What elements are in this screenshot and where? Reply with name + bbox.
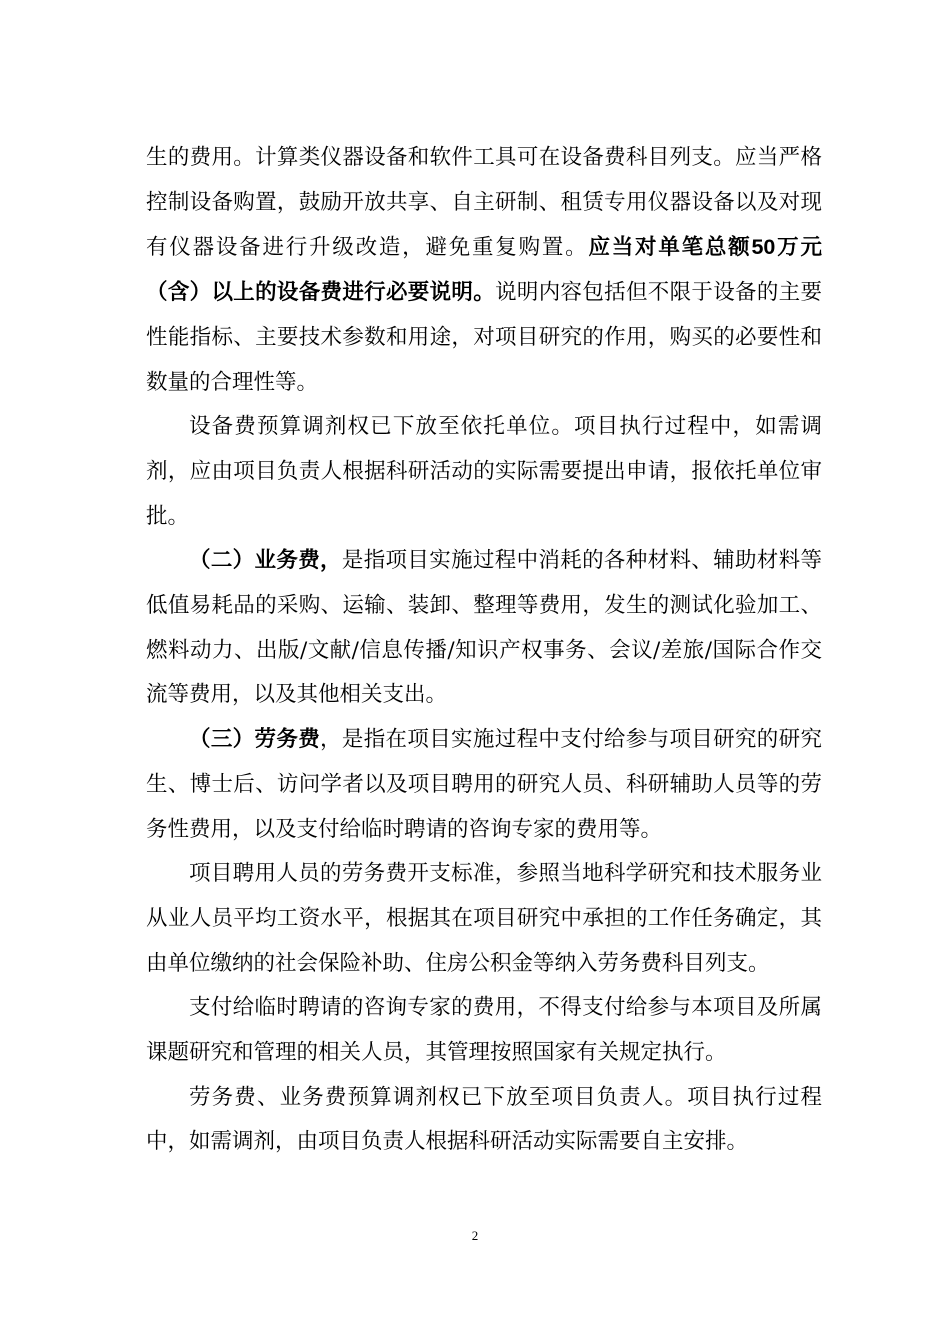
paragraph-labor-fee [146, 718, 822, 852]
section-heading-business-fee: （二）业务费， [189, 548, 342, 574]
bold-number: 50 [751, 235, 776, 260]
paragraph-equipment-adjustment: 设备费预算调剂权已下放至依托单位。项目执行过程中，如需调剂，应由项目负责人根据科研活动的实际需要提出申请，报依托单位审批。 [146, 414, 822, 529]
paragraph-equipment-fee [146, 136, 822, 405]
paragraph-budget-adjustment: 劳务费、业务费预算调剂权已下放至项目负责人。项目执行过程中，如需调剂，由项目负责人根据科研活动实际需要自主安排。 [146, 1084, 822, 1155]
paragraph-business-fee [146, 539, 822, 718]
section-heading-labor-fee: （三）劳务费 [189, 727, 321, 753]
document-body [146, 136, 822, 1165]
bold-text: 应当对单笔总额 [588, 235, 752, 261]
paragraph-text: ，是指在项目实施过程中支付给参与项目研究的研究生、博士后、访问学者以及项目聘用的研究人员、科研辅助人员等的劳务性费用，以及支付给临时聘请的咨询专家的费用等。 [146, 727, 822, 842]
paragraph-text: 生的费用。计算类仪器设备和软件工具可在设备费科目列支。应当严格控制设备购置，鼓励开放共享、自主研制、租赁专用仪器设备以及对现有仪器设备进行升级改造，避免重复购置。 [146, 145, 822, 261]
bold-text: 万元（含）以上的设备费进行必要说明。 [146, 235, 822, 306]
paragraph-expert-fee: 支付给临时聘请的咨询专家的费用，不得支付给参与本项目及所属课题研究和管理的相关人员，其管理按照国家有关规定执行。 [146, 995, 822, 1066]
paragraph-labor-standard: 项目聘用人员的劳务费开支标准，参照当地科学研究和技术服务业从业人员平均工资水平，根据其在项目研究中承担的工作任务确定，其由单位缴纳的社会保险补助、住房公积金等纳入劳务费科目列支。 [146, 861, 822, 976]
paragraph-text: 说明内容包括但不限于设备的主要性能指标、主要技术参数和用途，对项目研究的作用，购买的必要性和数量的合理性等。 [146, 280, 822, 395]
page-number: 2 [471, 1228, 479, 1243]
paragraph-text: 是指项目实施过程中消耗的各种材料、辅助材料等低值易耗品的采购、运输、装卸、整理等费用，发生的测试化验加工、燃料动力、出版/文献/信息传播/知识产权事务、会议/差旅/国际合作交流等费用，以及其他相关支出。 [146, 548, 822, 708]
